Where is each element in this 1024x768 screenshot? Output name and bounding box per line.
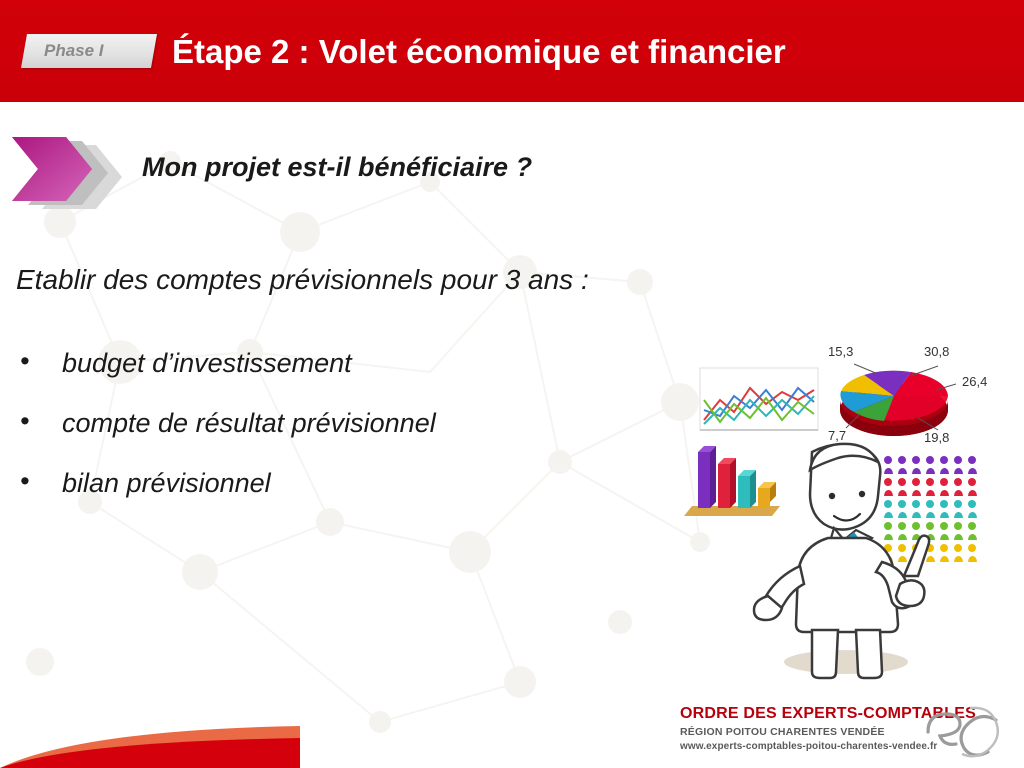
footer-org-region: RÉGION POITOU CHARENTES VENDÉE (680, 726, 885, 738)
pie-label-2: 26,4 (962, 374, 988, 389)
footer-swoosh-decoration (0, 708, 300, 768)
footer-org-url[interactable]: www.experts-comptables-poitou-charentes-vendee.fr (680, 741, 938, 752)
chevron-decoration-icon (8, 133, 128, 221)
bullet-marker-icon: • (20, 406, 30, 436)
list-item (16, 408, 696, 439)
bar-chart-graphic (684, 446, 780, 516)
list-item-label: compte de résultat prévisionnel (62, 408, 436, 438)
ec-logo-icon (918, 702, 1010, 758)
footer-logo (680, 702, 1010, 760)
list-item (16, 468, 696, 499)
list-item-label: bilan prévisionnel (62, 468, 271, 498)
people-grid-graphic (884, 456, 977, 562)
line-chart-graphic (700, 368, 818, 430)
bullet-marker-icon: • (20, 466, 30, 496)
business-charts-illustration (676, 330, 1016, 690)
footer-org-name: ORDRE DES EXPERTS-COMPTABLES (680, 705, 976, 722)
pie-label-3: 19,8 (924, 430, 950, 445)
list-item (16, 348, 696, 379)
pie-chart-graphic (840, 364, 956, 436)
phase-tab-label: Phase I (44, 41, 104, 60)
bullet-list (16, 348, 696, 528)
pie-label-0: 15,3 (828, 344, 854, 359)
section-subtitle: Mon projet est-il bénéficiaire ? (142, 152, 533, 182)
lead-text: Etablir des comptes prévisionnels pour 3 ans : (16, 264, 589, 295)
list-item-label: budget d’investissement (62, 348, 352, 378)
pie-label-4: 7,7 (828, 428, 847, 443)
page-title: Étape 2 : Volet économique et financier (172, 33, 786, 70)
bullet-marker-icon: • (20, 346, 30, 376)
pie-label-1: 30,8 (924, 344, 950, 359)
